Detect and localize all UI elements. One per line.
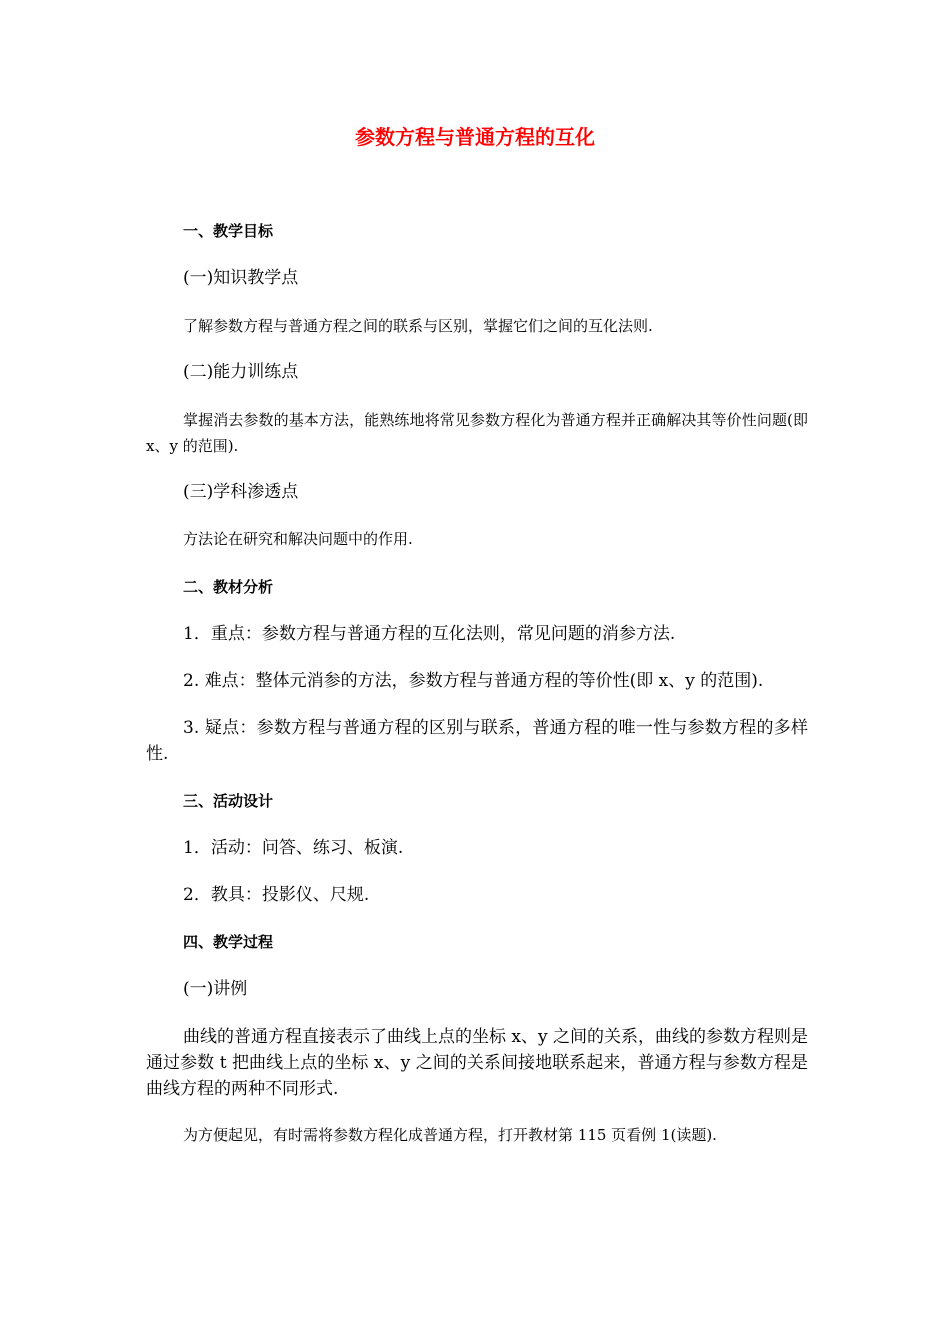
list-item-doubtful-point: 3. 疑点：参数方程与普通方程的区别与联系，普通方程的唯一性与参数方程的多样性. [146, 718, 808, 764]
section-heading-material-analysis: 二、教材分析 [183, 578, 274, 596]
list-item-teaching-tools: 2．教具：投影仪、尺规. [183, 885, 370, 905]
subheading-discipline-points: (三)学科渗透点 [183, 482, 299, 502]
paragraph-discipline-points: 方法论在研究和解决问题中的作用. [183, 530, 413, 548]
list-item-activities: 1．活动：问答、练习、板演. [183, 838, 404, 858]
section-heading-teaching-goals: 一、教学目标 [183, 222, 274, 240]
paragraph-ability-points: 掌握消去参数的基本方法，能熟练地将常见参数方程化为普通方程并正确解决其等价性问题(即 x、y 的范围). [146, 411, 808, 455]
section-heading-teaching-process: 四、教学过程 [183, 933, 274, 951]
paragraph-knowledge-points: 了解参数方程与普通方程之间的联系与区别，掌握它们之间的互化法则. [183, 317, 653, 335]
document-title: 参数方程与普通方程的互化 [355, 125, 595, 149]
list-item-key-point: 1．重点：参数方程与普通方程的互化法则，常见问题的消参方法. [183, 624, 676, 644]
paragraph-curve-equations: 曲线的普通方程直接表示了曲线上点的坐标 x、y 之间的关系，曲线的参数方程则是通过参数 t 把曲线上点的坐标 x、y 之间的关系间接地联系起来，普通方程与参数方程是曲线方程的两种不同形式. [146, 1027, 808, 1099]
subheading-ability-points: (二)能力训练点 [183, 362, 299, 382]
section-heading-activity-design: 三、活动设计 [183, 792, 274, 810]
list-item-difficult-point: 2. 难点：整体元消参的方法，参数方程与普通方程的等价性(即 x、y 的范围). [183, 671, 764, 691]
paragraph-textbook-example: 为方便起见，有时需将参数方程化成普通方程，打开教材第 115 页看例 1(读题). [183, 1126, 717, 1144]
subheading-knowledge-points: (一)知识教学点 [183, 268, 299, 288]
subheading-examples: (一)讲例 [183, 979, 248, 999]
